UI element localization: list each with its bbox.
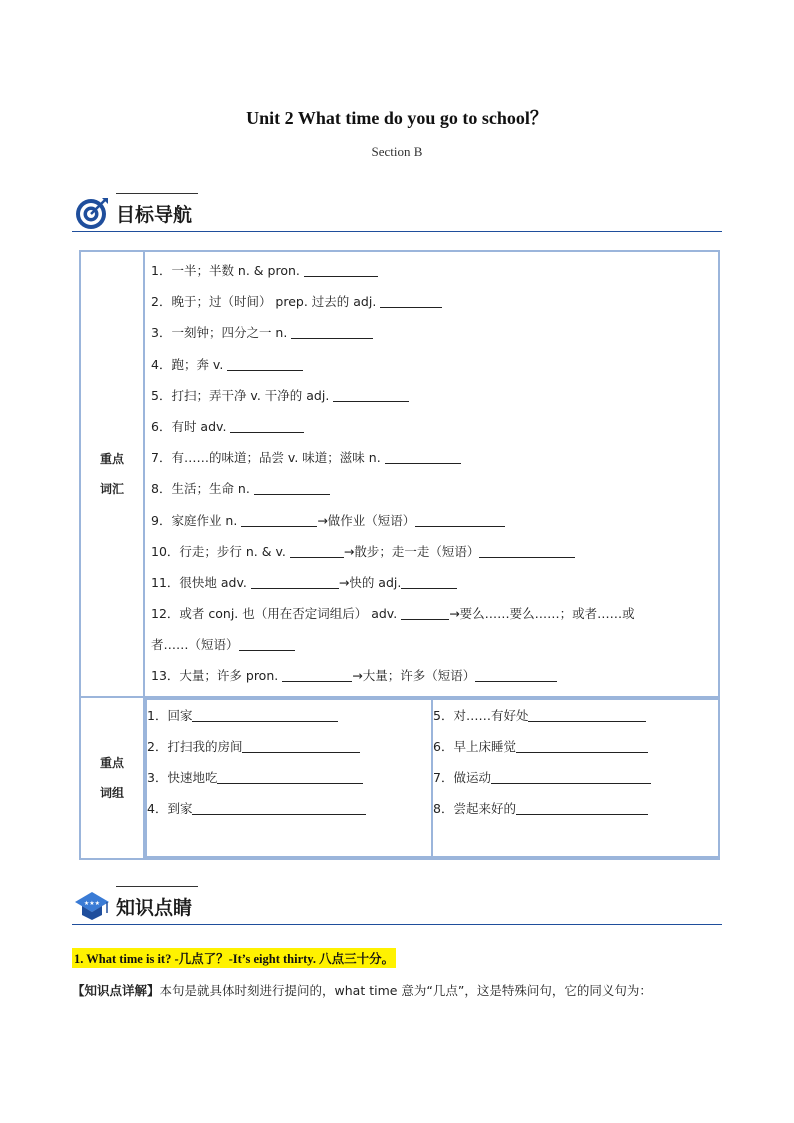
phrase-item: 2．打扫我的房间: [147, 731, 431, 762]
explanation-tag: 【知识点详解】: [72, 983, 160, 998]
vocab-item: 3．一刻钟；四分之一 n.: [151, 317, 712, 348]
vocab-item: 9．家庭作业 n. →做作业（短语）: [151, 505, 712, 536]
section-header-knowledge: [72, 886, 722, 926]
section-title-goals: 目标导航: [116, 204, 193, 226]
phrase-item: 3．快速地吃: [147, 762, 431, 793]
phrase-item: 4．到家: [147, 793, 431, 824]
phrases-right: [432, 699, 718, 857]
explanation-paragraph: [72, 981, 732, 999]
vocab-item: 10．行走；步行 n. & v. →散步；走一走（短语）: [151, 536, 712, 567]
page-subtitle: Section B: [371, 144, 423, 159]
phrase-item: 7．做运动: [433, 762, 718, 793]
vocab-items: [144, 251, 719, 697]
vocab-item: 13．大量；许多 pron. →大量；许多（短语）: [151, 660, 712, 691]
explanation-text: 本句是就具体时刻进行提问的，what time 意为“几点”，这是特殊问句，它的同义句为：: [159, 983, 652, 998]
vocab-item: 5．打扫；弄干净 v. 干净的 adj.: [151, 380, 712, 411]
phrases-cell: [144, 697, 719, 859]
vocab-item: 4．跑；奔 v.: [151, 349, 712, 380]
phrase-item: 8．尝起来好的: [433, 793, 718, 824]
section-header-goals: [72, 193, 722, 233]
page-title: Unit 2 What time do you go to school？: [246, 108, 548, 128]
svg-text:★★★: ★★★: [83, 900, 101, 907]
vocab-table: [79, 250, 720, 860]
vocab-item: 1．一半；半数 n. & pron.: [151, 255, 712, 286]
vocab-label: 重点 词汇: [80, 251, 144, 697]
phrase-item: 5．对……有好处: [433, 700, 718, 731]
phrases-label: 重点 词组: [80, 697, 144, 859]
vocab-item: 12．或者 conj. 也（用在否定词组后） adv. →要么……要么……；或者……或 者……（短语）: [151, 606, 635, 653]
vocab-item: 11．很快地 adv. →快的 adj.: [151, 567, 712, 598]
point-heading: 1. What time is it? -几点了？-It’s eight thirty. 八点三十分。: [72, 948, 396, 968]
phrase-item: 1．回家: [147, 700, 431, 731]
phrase-item: 6．早上床睡觉: [433, 731, 718, 762]
vocab-item: 2．晚于；过（时间） prep. 过去的 adj.: [151, 286, 712, 317]
target-icon: [74, 196, 110, 230]
phrases-left: [146, 699, 432, 857]
vocab-item: 6．有时 adv.: [151, 411, 712, 442]
graduation-cap-icon: [74, 889, 110, 923]
section-title-knowledge: 知识点睛: [116, 897, 193, 919]
vocab-item: 8．生活；生命 n.: [151, 473, 712, 504]
vocab-item: 7．有……的味道；品尝 v. 味道；滋味 n.: [151, 442, 712, 473]
